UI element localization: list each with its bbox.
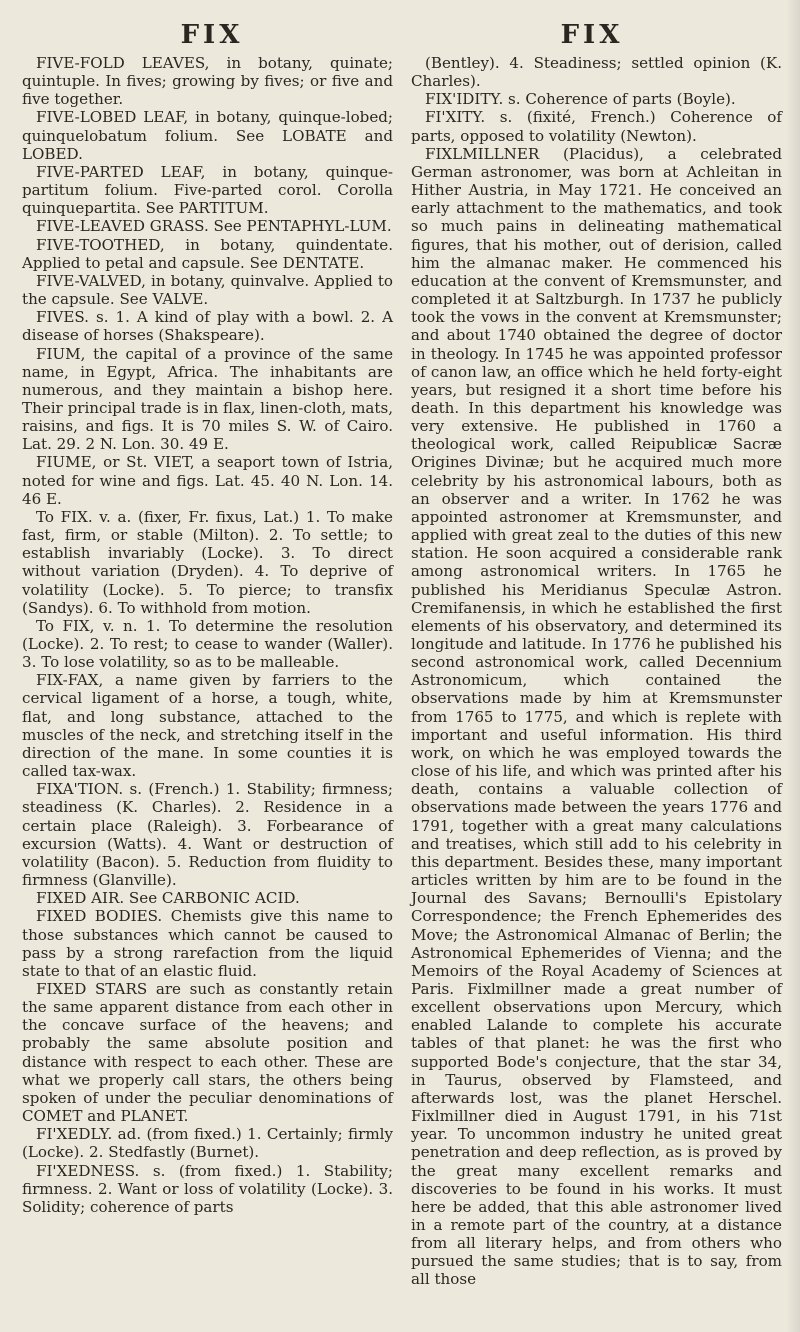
- entry-paragraph: (Bentley). 4. Steadiness; settled opinion (K. Charles).: [411, 54, 782, 91]
- page-edge-shadow: [786, 0, 800, 1332]
- entry-paragraph: FIXED BODIES. Chemists give this name to those substances which cannot be caused to pass by a strong rarefaction from the liquid state to that of an elastic fluid.: [22, 907, 393, 980]
- entry-paragraph: FIVE-PARTED LEAF, in botany, quinque-partitum folium. Five-parted corol. Corolla quinquepartita. See PARTITUM.: [22, 162, 393, 218]
- entry-paragraph: FIVE-FOLD LEAVES, in botany, quinate; quintuple. In fives; growing by fives; or five and five together.: [22, 54, 393, 109]
- entry-paragraph: FIXA'TION. s. (French.) 1. Stability; firmness; steadiness (K. Charles). 2. Residence in a certain place (Raleigh). 3. Forbearance of excursion (Watts). 4. Want or destruction of volatility (Bacon). 5. Reduction from fluidity to firmness (Glanville).: [22, 780, 393, 890]
- entry-paragraph: To FIX, v. n. 1. To determine the resolution (Locke). 2. To rest; to cease to wander (Waller). 3. To lose volatility, so as to be malleable.: [22, 616, 393, 672]
- entry-paragraph: FI'XEDNESS. s. (from fixed.) 1. Stability; firmness. 2. Want or loss of volatility (Locke). 3. Solidity; coherence of parts: [22, 1161, 393, 1216]
- right-column: [411, 54, 782, 1289]
- entry-paragraph: FIVE-LOBED LEAF, in botany, quinque-lobed; quinquelobatum folium. See LOBATE and LOBED.: [22, 108, 393, 163]
- entry-paragraph: FIUME, or St. VIET, a seaport town of Istria, noted for wine and figs. Lat. 45. 40 N. Lon. 14. 46 E.: [22, 453, 393, 508]
- entry-paragraph: FI'XITY. s. (fixité, French.) Coherence of parts, opposed to volatility (Newton).: [411, 108, 782, 145]
- entry-paragraph: FIVES. s. 1. A kind of play with a bowl. 2. A disease of horses (Shakspeare).: [22, 308, 393, 345]
- entry-paragraph: FIX-FAX, a name given by farriers to the cervical ligament of a horse, a tough, white, flat, and long substance, attached to the muscles of the neck, and stretching itself in the direction of the mane. In some counties it is called tax-wax.: [22, 671, 393, 781]
- entry-paragraph: FIXED STARS are such as constantly retain the same apparent distance from each other in the concave surface of the heavens; and probably the same absolute position and distance with respect to each other. These are what we properly call stars, the others being spoken of under the peculiar denominations of COMET and PLANET.: [22, 979, 393, 1126]
- entry-paragraph: FIVE-TOOTHED, in botany, quindentate. Applied to petal and capsule. See DENTATE.: [22, 235, 393, 272]
- entry-paragraph: To FIX. v. a. (fixer, Fr. fixus, Lat.) 1. To make fast, firm, or stable (Milton). 2. To settle; to establish invariably (Locke). 3. To direct without variation (Dryden). 4. To deprive of volatility (Locke). 5. To pierce; to transfix (Sandys). 6. To withhold from motion.: [22, 507, 393, 617]
- entry-paragraph: FIVE-LEAVED GRASS. See PENTAPHYL-LUM.: [36, 217, 392, 236]
- text-columns: [22, 54, 782, 1289]
- entry-paragraph: FIXED AIR. See CARBONIC ACID.: [36, 889, 300, 908]
- header-right: FIX: [560, 20, 624, 50]
- running-header: [22, 0, 782, 50]
- header-left: FIX: [180, 20, 244, 50]
- entry-paragraph: FIVE-VALVED, in botany, quinvalve. Applied to the capsule. See VALVE.: [22, 271, 393, 309]
- entry-paragraph: FI'XEDLY. ad. (from fixed.) 1. Certainly; firmly (Locke). 2. Stedfastly (Burnet).: [22, 1125, 393, 1162]
- entry-paragraph: FIXLMILLNER (Placidus), a celebrated German astronomer, was born at Achleitan in Hither Austria, in May 1721. He conceived an early attachment to the mathematics, and took so much pains in delineating mathematical figures, that his mother, out of derision, called him the almanac maker. He commenced his education at the convent of Kremsmunster, and completed it at Saltzburgh. In 1737 he publicly took the vows in the convent at Kremsmunster; and about 1740 obtained the degree of doctor in theology. In 1745 he was appointed professor of canon law, an office which he held forty-eight years, but resigned it a short time before his death. In this department his knowledge was very extensive. He published in 1760 a theological work, called Reipublicæ Sacræ Origines Divinæ; but he acquired much more celebrity by his astronomical labours, both as an observer and a writer. In 1762 he was appointed astronomer at Kremsmunster, and applied with great zeal to the duties of this new station. He soon acquired a considerable rank among astronomical writers. In 1765 he published his Meridianus Speculæ Astron. Cremifanensis, in which he established the first elements of his observatory, and determined its longitude and latitude. In 1776 he published his second astronomical work, called Decennium Astronomicum, which contained the observations made by him at Kremsmunster from 1765 to 1775, and which is replete with important and useful information. His third work, on which he was employed towards the close of his life, and which was printed after his death, contains a valuable collection of observations made between the years 1776 and 1791, together with a great many calculations and treatises, which still add to his celebrity in this department. Besides these, many important articles written by him are to be found in the Journal des Savans; Bernoulli's Epistolary Correspondence; the French Ephemerides des Move; the Astronomical Almanac of Berlin; the Astronomical Ephemerides of Vienna; and the Memoirs of the Royal Academy of Sciences at Paris. Fixlmillner made a great number of excellent observations upon Mercury, which enabled Lalande to complete his accurate tables of that planet: he was the first who supported Bode's conjecture, that the star 34, in Taurus, observed by Flamsteed, and afterwards lost, was the planet Herschel. Fixlmillner died in August 1791, in his 71st year. To uncommon industry he united great penetration and deep reflection, as is proved by the great many excellent remarks and discoveries to be found in his works. It must here be added, that this able astronomer lived in a remote part of the country, at a distance from all literary helps, and from others who pursued the same studies; that is to say, from all those: [411, 144, 782, 1289]
- entry-paragraph: FIX'IDITY. s. Coherence of parts (Boyle).: [425, 90, 736, 109]
- left-column: [22, 54, 393, 1289]
- entry-paragraph: FIUM, the capital of a province of the same name, in Egypt, Africa. The inhabitants are numerous, and they maintain a bishop here. Their principal trade is in flax, linen-cloth, mats, raisins, and figs. It is 70 miles S. W. of Cairo. Lat. 29. 2 N. Lon. 30. 49 E.: [22, 344, 393, 454]
